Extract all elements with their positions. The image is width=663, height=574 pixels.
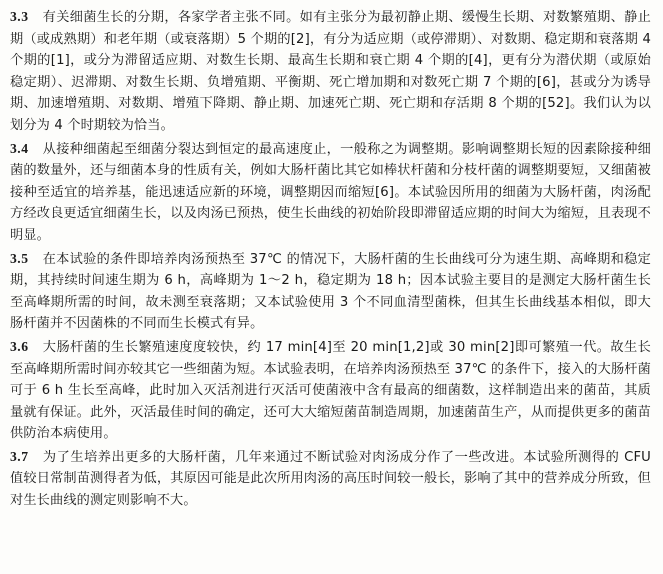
paragraph-3-5 [10,248,651,335]
paragraph-text: 在本试验的条件即培养肉汤预热至 37℃ 的情况下，大肠杆菌的生长曲线可分为速生期、高峰期和稳定期，其持续时间速生期为 6 h，高峰期为 1～2 h，稳定期为 18 h；因本试验主要目的是测定大肠杆菌生长至高峰期所需的时间，故未测至衰落期；又本试验使用 3 个不同血清型菌株，但其生长曲线基本相似，即大肠杆菌并不因菌株的不同而生长模式有异。 [10,251,651,332]
paragraph-number: 3.6 [10,338,29,354]
paragraph-3-3 [10,6,651,137]
paragraph-text: 有关细菌生长的分期，各家学者主张不同。如有主张分为最初静止期、缓慢生长期、对数繁殖期、静止期（或成熟期）和老年期（或衰落期）5 个期的[2]，有分为适应期（或停滞期）、对数期、稳定期和衰落期 4 个期的[1]，或分为滞留适应期、对数生长期、最高生长期和衰亡期 4 个期的[4]，更有分为潜伏期（或原始稳定期）、迟滞期、对数生长期、负增殖期、平衡期、死亡增加期和对数死亡期 7 个期的[6]，甚或分为诱导期、加速增殖期、对数期、增殖下降期、静止期、加速死亡期、死亡期和存活期 8 个期的[52]。我们认为以划分为 4 个时期较为恰当。 [10,10,651,133]
paragraph-number: 3.3 [10,9,29,24]
paragraph-3-7 [10,446,651,512]
paragraph-text: 大肠杆菌的生长繁殖速度度较快，约 17 min[4]至 20 min[1,2]或 30 min[2]即可繁殖一代。故生长至高峰期所需时间亦较其它一些细菌为短。本试验表明，在培养肉汤预热至 37℃ 的条件下，接入的大肠杆菌可于 6 h 生长至高峰，此时加入灭活剂进行灭活可使菌液中含有最高的细菌数，这样制造出来的菌苗，其质量就有保证。此外，灭活最佳时间的确定，还可大大缩短菌苗制造周期，加速菌苗生产，从而提供更多的菌苗供防治本病使用。 [10,339,651,442]
paragraph-number: 3.4 [10,140,29,156]
paragraph-text: 从接种细菌起至细菌分裂达到恒定的最高速度止，一般称之为调整期。影响调整期长短的因素除接种细菌的数量外，还与细菌本身的性质有关，例如大肠杆菌比其它如棒状杆菌和分枝杆菌的调整期要短，又细菌被接种至适宜的培养基，能迅速适应新的环境，调整期因而缩短[6]。本试验因所用的细菌为大肠杆菌，肉汤配方经改良更适宜细菌生长，以及肉汤已预热，使生长曲线的初始阶段即滞留适应期的时间大为缩短，且表现不明显。 [10,141,651,243]
paragraph-number: 3.7 [10,448,29,464]
paragraph-3-6 [10,336,651,445]
paragraph-number: 3.5 [10,250,29,266]
paragraph-text: 为了生培养出更多的大肠杆菌，几年来通过不断试验对肉汤成分作了一些改进。本试验所测得的 CFU 值较日常制苗测得者为低，其原因可能是此次所用肉汤的高压时间较一般长，影响了其中的营养成分所致，但对生长曲线的测定则影响不大。 [10,449,651,509]
paragraph-3-4 [10,138,651,247]
